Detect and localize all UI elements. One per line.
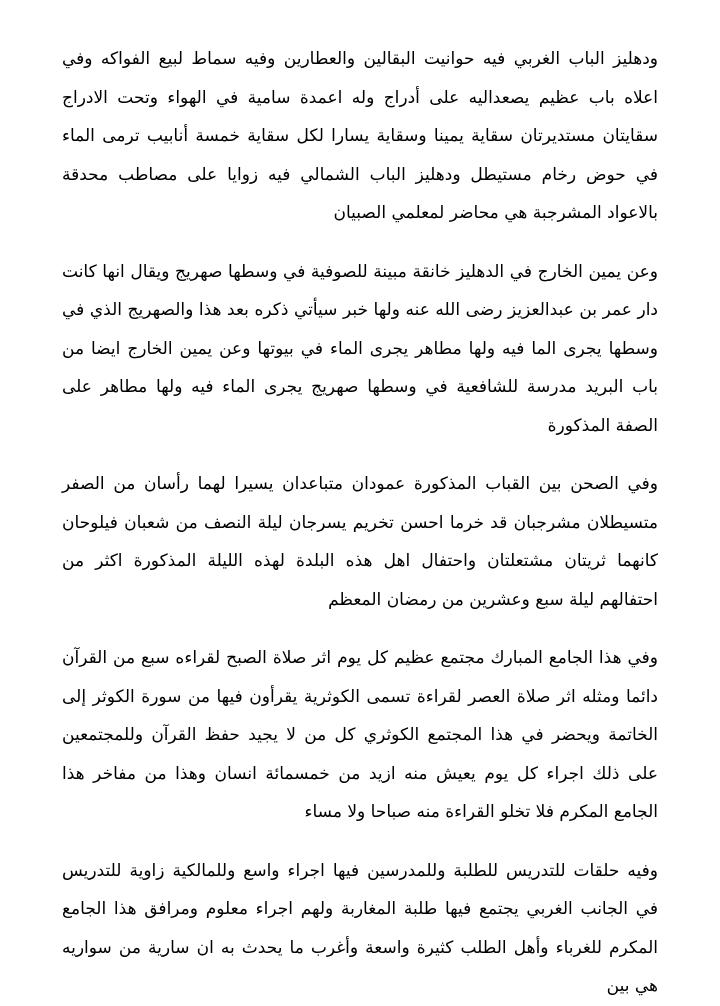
document-page [62,40,658,1000]
paragraph-4: وفي هذا الجامع المبارك مجتمع عظيم كل يوم اثر صلاة الصبح لقراءه سبع من القرآن دائما ومثله اثر صلاة العصر لقراءة تسمى الكوثرية يقرأون فيها من سورة الكوثر إلى الخاتمة ويحضر في هذا المجتمع الكوثري كل من لا يجيد حفظ القرآن وللمجتمعين على ذلك اجراء كل يوم يعيش منه ازيد من خمسمائة انسان وهذا من مفاخر هذا الجامع المكرم فلا تخلو القراءة منه صباحا ولا مساء [62,648,658,822]
paragraph-1: ودهليز الباب الغربي فيه حوانيت البقالين والعطارين وفيه سماط لبيع الفواكه وفي اعلاه باب عظيم يصعداليه على أدراج وله اعمدة سامية في الهواء وتحت الادراج سقايتان مستديرتان سقاية يمينا وسقاية يسارا لكل سقاية خمسة أنابيب ترمى الماء في حوض رخام مستيطل ودهليز الباب الشمالي فيه زوايا على مصاطب محدقة بالاعواد المشرجبة هي محاضر لمعلمي الصبيان [62,49,658,223]
paragraph-3: وفي الصحن بين القباب المذكورة عمودان متباعدان يسيرا لهما رأسان من الصفر متسيطلان مشرجبان قد خرما احسن تخريم يسرجان ليلة النصف من شعبان فيلوحان كانهما ثريتان مشتعلتان واحتفال اهل هذه البلدة لهذه الليلة المذكورة اكثر من احتفالهم ليلة سبع وعشرين من رمضان المعظم [62,474,658,610]
paragraph-5: وفيه حلقات للتدريس للطلبة وللمدرسين فيها اجراء واسع وللمالكية زاوية للتدريس في الجانب الغربي يجتمع فيها طلبة المغاربة ولهم اجراء معلوم ومرافق هذا الجامع المكرم للغرباء وأهل الطلب كثيرة واسعة وأغرب ما يحدث به ان سارية من سواريه هي بين [62,860,658,996]
paragraph-2: وعن يمين الخارج في الدهليز خانقة مبينة للصوفية في وسطها صهريج ويقال انها كانت دار عمر بن عبدالعزيز رضى الله عنه ولها خبر سيأتي ذكره بعد هذا والصهريج الذي في وسطها يجرى الما فيه ولها مطاهر يجرى الماء في بيوتها وعن يمين الخارج ايضا من باب البريد مدرسة للشافعية في وسطها صهريج يجرى الماء فيه ولها مطاهر على الصفة المذكورة [62,261,658,436]
